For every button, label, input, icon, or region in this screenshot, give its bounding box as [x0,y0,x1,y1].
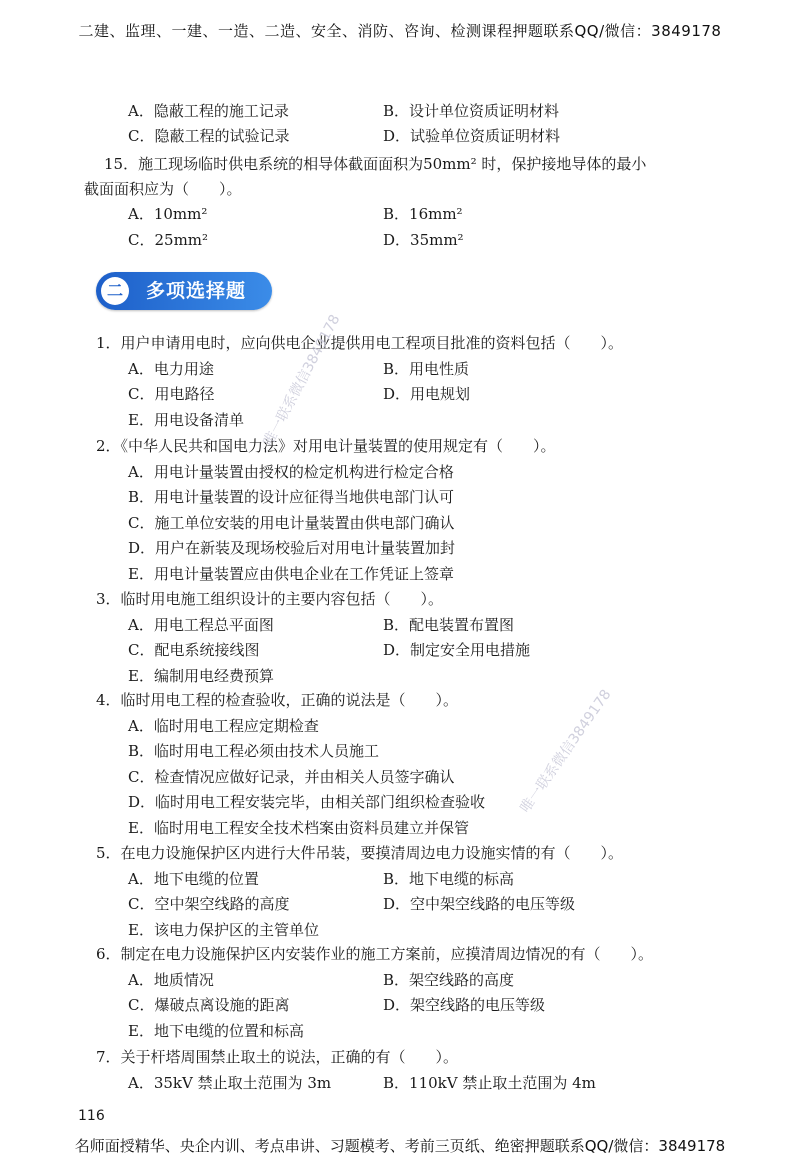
question-option: C．爆破点离设施的距离 [128,996,290,1014]
question-option: B．临时用电工程必须由技术人员施工 [128,742,380,760]
q15-option-d: D．35mm² [383,231,464,249]
prev-option-b: B．设计单位资质证明材料 [383,102,560,120]
prev-option-d: D．试验单位资质证明材料 [383,127,561,145]
section-heading [96,272,272,310]
question-option: B．用电性质 [383,360,470,378]
question-option: B．用电计量装置的设计应征得当地供电部门认可 [128,488,455,506]
page-footer: 名师面授精华、央企内训、考点串讲、习题模考、考前三页纸、绝密押题联系QQ/微信：3849178 [74,1137,726,1155]
question-option: E．该电力保护区的主管单位 [128,921,319,939]
question-option: C．用电路径 [128,385,215,403]
question-option: A．电力用途 [128,360,214,378]
question-stem: 6．制定在电力设施保护区内安装作业的施工方案前，应摸清周边情况的有（ ）。 [96,945,654,963]
question-option: D．用电规划 [383,385,471,403]
question-option: D．架空线路的电压等级 [383,996,546,1014]
question-option: A．地下电缆的位置 [128,870,259,888]
question-stem: 7．关于杆塔周围禁止取土的说法，正确的有（ ）。 [96,1048,459,1066]
question-option: A．临时用电工程应定期检查 [128,717,319,735]
question-option: A．用电计量装置由授权的检定机构进行检定合格 [128,463,454,481]
prev-option-a: A．隐蔽工程的施工记录 [128,102,289,120]
question-option: C．配电系统接线图 [128,641,260,659]
question-option: B．地下电缆的标高 [383,870,515,888]
watermark: 唯一联系微信3849178 [260,312,344,449]
question-option: A．地质情况 [128,971,214,989]
question-option: E．用电设备清单 [128,411,244,429]
question-option: E．临时用电工程安全技术档案由资料员建立并保管 [128,819,469,837]
question-option: B．配电装置布置图 [383,616,515,634]
question-option: D．临时用电工程安装完毕，由相关部门组织检查验收 [128,793,486,811]
question-stem: 4．临时用电工程的检查验收，正确的说法是（ ）。 [96,691,459,709]
question-stem: 2．《中华人民共和国电力法》对用电计量装置的使用规定有（ ）。 [96,437,556,455]
question-option: E．用电计量装置应由供电企业在工作凭证上签章 [128,565,454,583]
question-option: B．110kV 禁止取土范围为 4m [383,1074,596,1092]
question-option: C．施工单位安装的用电计量装置由供电部门确认 [128,514,455,532]
question-option: D．制定安全用电措施 [383,641,531,659]
question-stem: 5．在电力设施保护区内进行大件吊装，要摸清周边电力设施实情的有（ ）。 [96,844,624,862]
prev-option-c: C．隐蔽工程的试验记录 [128,127,290,145]
question-option: B．架空线路的高度 [383,971,515,989]
question-stem: 1．用户申请用电时，应向供电企业提供用电工程项目批准的资料包括（ ）。 [96,334,624,352]
question-option: A．用电工程总平面图 [128,616,274,634]
page-header: 二建、监理、一建、一造、二造、安全、消防、咨询、检测课程押题联系QQ/微信：3849178 [78,22,722,40]
question-option: A．35kV 禁止取土范围为 3m [128,1074,332,1092]
q15-option-a: A．10mm² [128,205,208,223]
question-option: D．空中架空线路的电压等级 [383,895,576,913]
watermark: 唯一联系微信3849178 [517,686,615,816]
question-option: C．检查情况应做好记录，并由相关人员签字确认 [128,768,455,786]
q15-stem-line1: 15．施工现场临时供电系统的相导体截面面积为50mm² 时，保护接地导体的最小 [104,155,647,173]
q15-option-b: B．16mm² [383,205,463,223]
page-number: 116 [78,1108,105,1124]
question-stem: 3．临时用电施工组织设计的主要内容包括（ ）。 [96,590,444,608]
section-title: 多项选择题 [146,280,247,302]
question-option: C．空中架空线路的高度 [128,895,290,913]
question-option: E．地下电缆的位置和标高 [128,1022,304,1040]
section-number: 二 [101,277,129,305]
q15-stem-line2: 截面面积应为（ ）。 [84,180,242,198]
question-option: D．用户在新装及现场校验后对用电计量装置加封 [128,539,456,557]
question-option: E．编制用电经费预算 [128,667,274,685]
q15-option-c: C．25mm² [128,231,209,249]
